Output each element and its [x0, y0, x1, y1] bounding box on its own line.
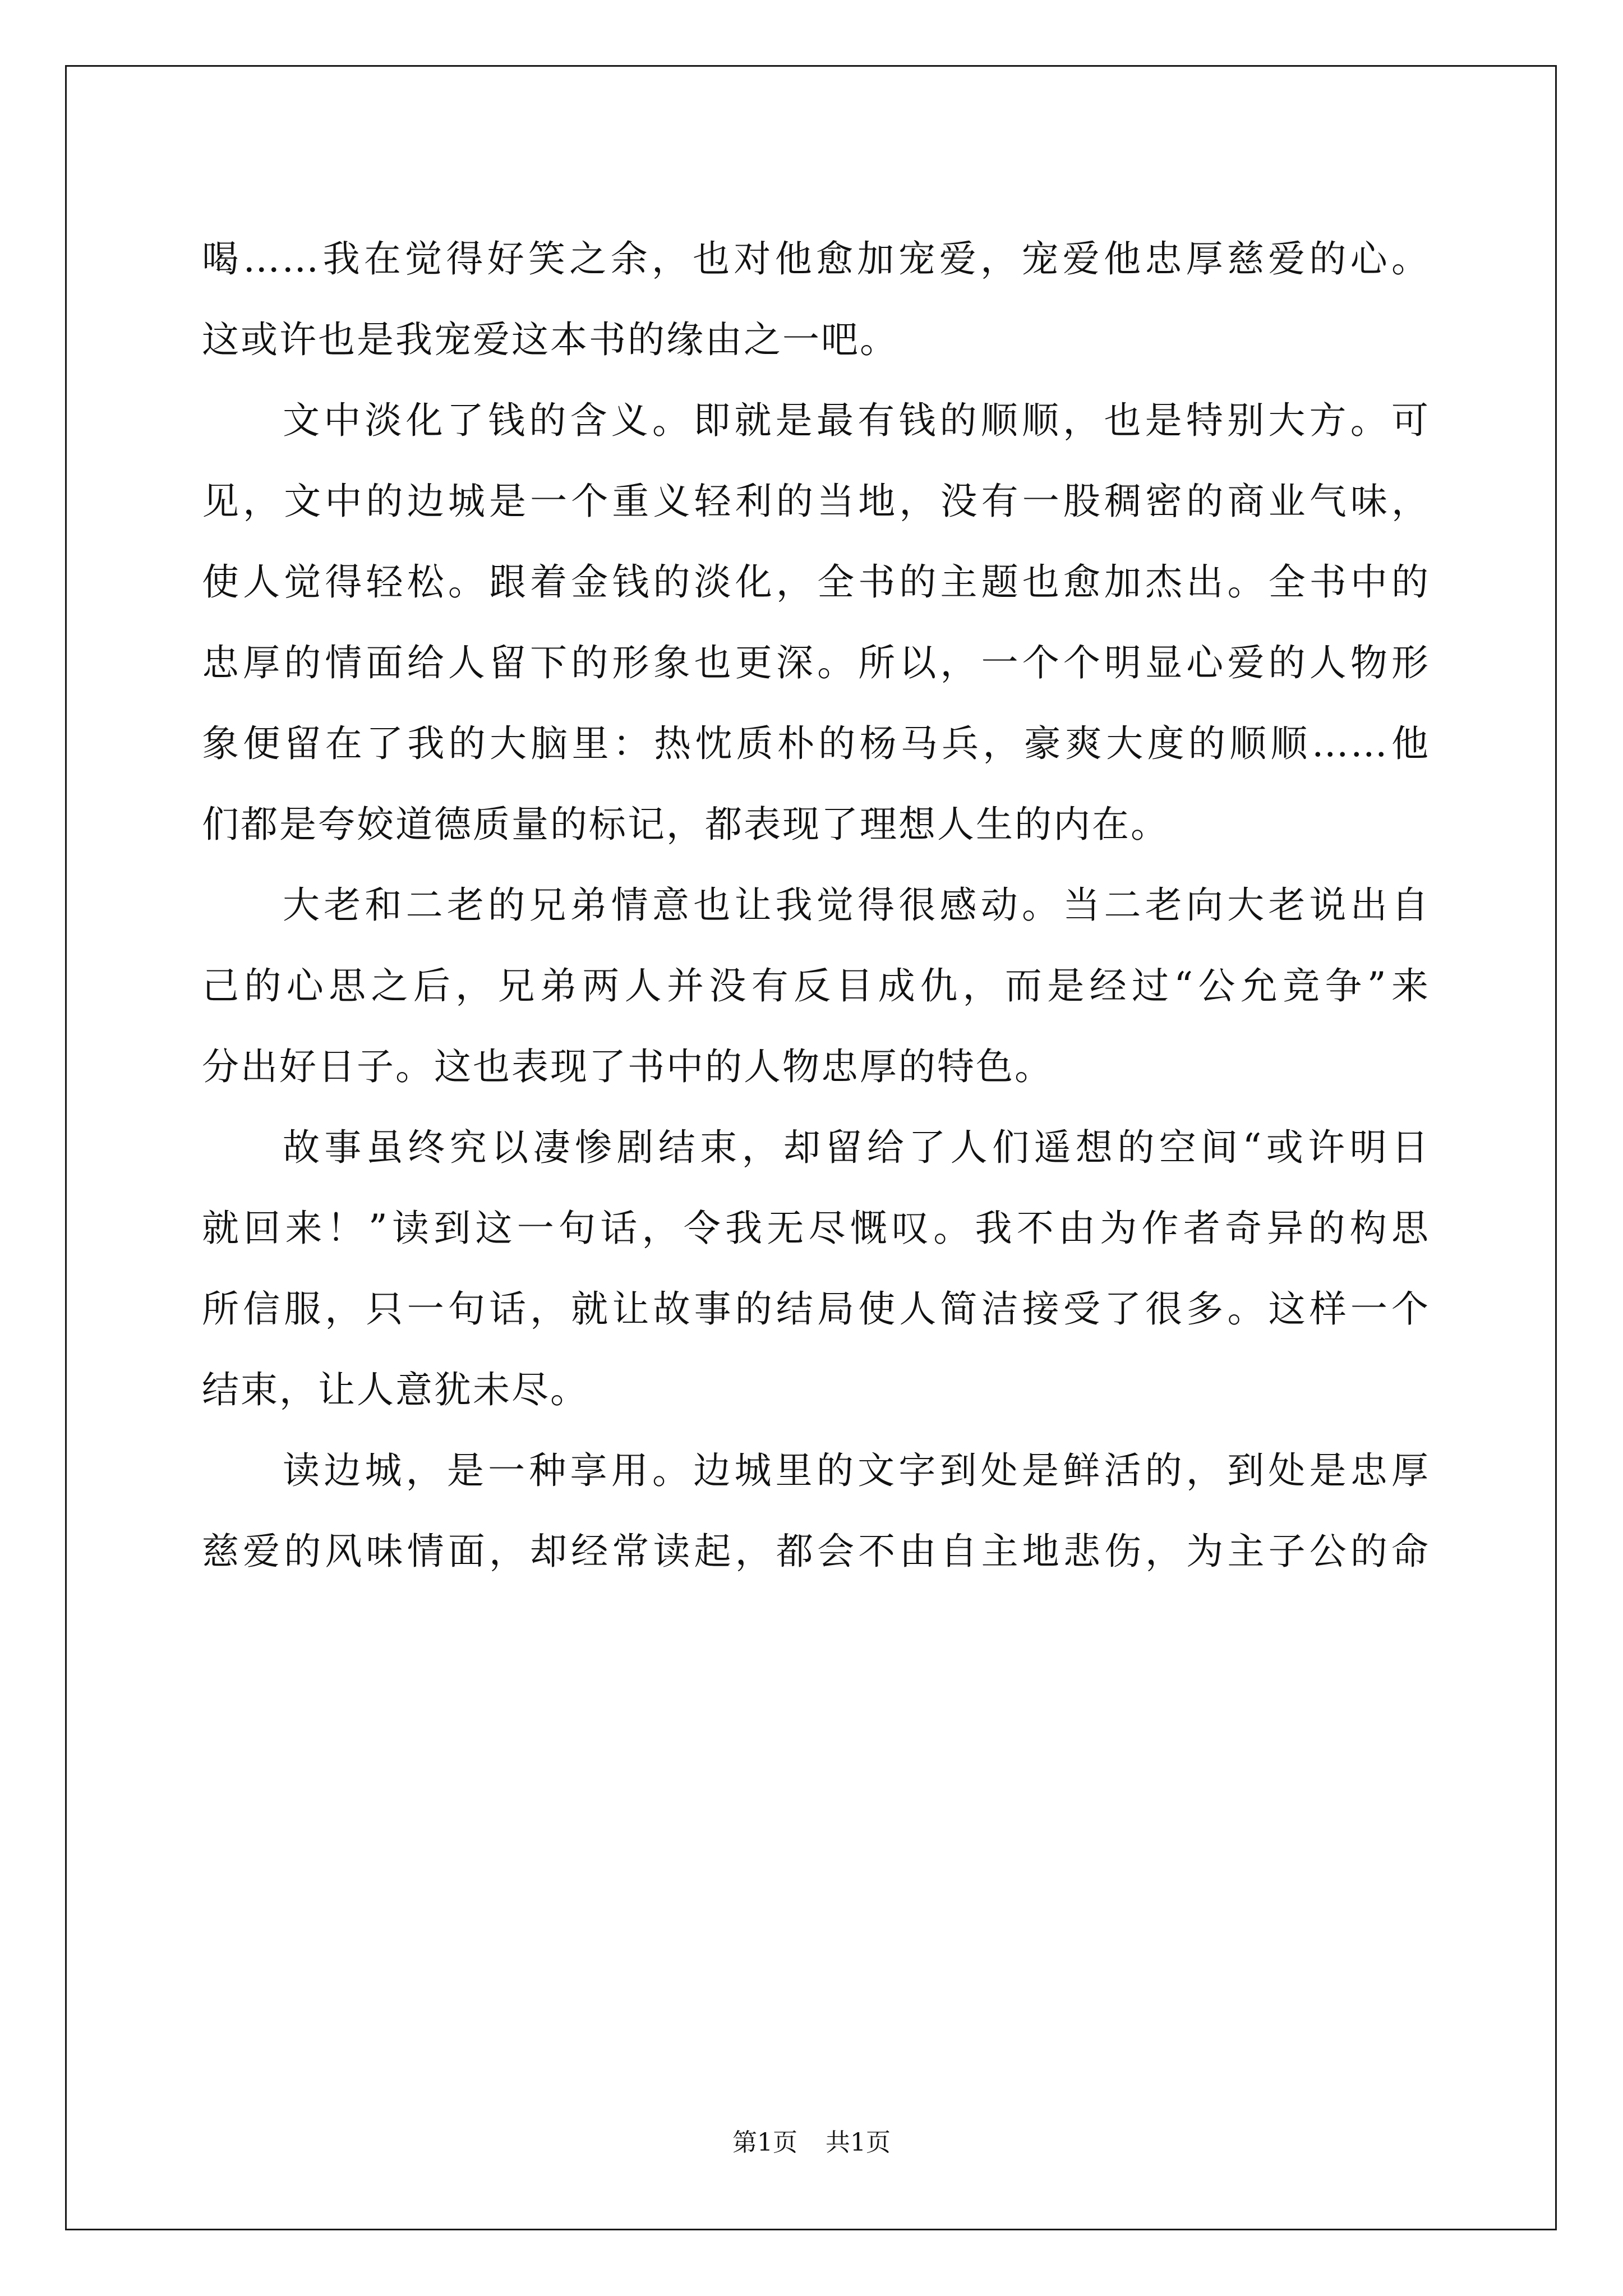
text-line: 们都是夸姣道德质量的标记，都表现了理想人生的内在。 — [202, 803, 1169, 846]
text-line: 就回来！”读到这一句话，令我无尽慨叹。我不由为作者奇异的构思 — [202, 1207, 1430, 1250]
paragraph-start-line: 故事虽终究以凄惨剧结束，却留给了人们遥想的空间“或许明日 — [283, 1126, 1430, 1169]
document-body — [202, 219, 1430, 1592]
paragraph-start-line: 文中淡化了钱的含义。即就是最有钱的顺顺，也是特别大方。可 — [283, 399, 1430, 442]
page-footer — [0, 2126, 1623, 2160]
text-line: 这或许也是我宠爱这本书的缘由之一吧。 — [202, 318, 898, 361]
text-line: 见，文中的边城是一个重义轻利的当地，没有一股稠密的商业气味， — [202, 480, 1430, 523]
text-line: 所信服，只一句话，就让故事的结局使人简洁接受了很多。这样一个 — [202, 1287, 1430, 1331]
paragraph-start-line: 大老和二老的兄弟情意也让我觉得很感动。当二老向大老说出自 — [283, 884, 1430, 927]
text-line: 使人觉得轻松。跟着金钱的淡化，全书的主题也愈加杰出。全书中的 — [202, 560, 1430, 604]
paragraph-start-line: 读边城，是一种享用。边城里的文字到处是鲜活的，到处是忠厚 — [283, 1449, 1430, 1492]
page-number: 第1页 — [732, 2128, 797, 2157]
text-line: 己的心思之后，兄弟两人并没有反目成仇，而是经过“公允竞争”来 — [202, 964, 1430, 1007]
text-line: 分出好日子。这也表现了书中的人物忠厚的特色。 — [202, 1045, 1053, 1088]
text-line: 喝……我在觉得好笑之余，也对他愈加宠爱，宠爱他忠厚慈爱的心。 — [202, 237, 1430, 280]
text-line: 慈爱的风味情面，却经常读起，都会不由自主地悲伤，为主子公的命 — [202, 1530, 1430, 1573]
text-line: 结束，让人意犹未尽。 — [202, 1368, 589, 1411]
page-total: 共1页 — [826, 2128, 891, 2157]
text-line: 象便留在了我的大脑里：热忱质朴的杨马兵，豪爽大度的顺顺……他 — [202, 722, 1430, 765]
text-line: 忠厚的情面给人留下的形象也更深。所以，一个个明显心爱的人物形 — [202, 641, 1430, 684]
